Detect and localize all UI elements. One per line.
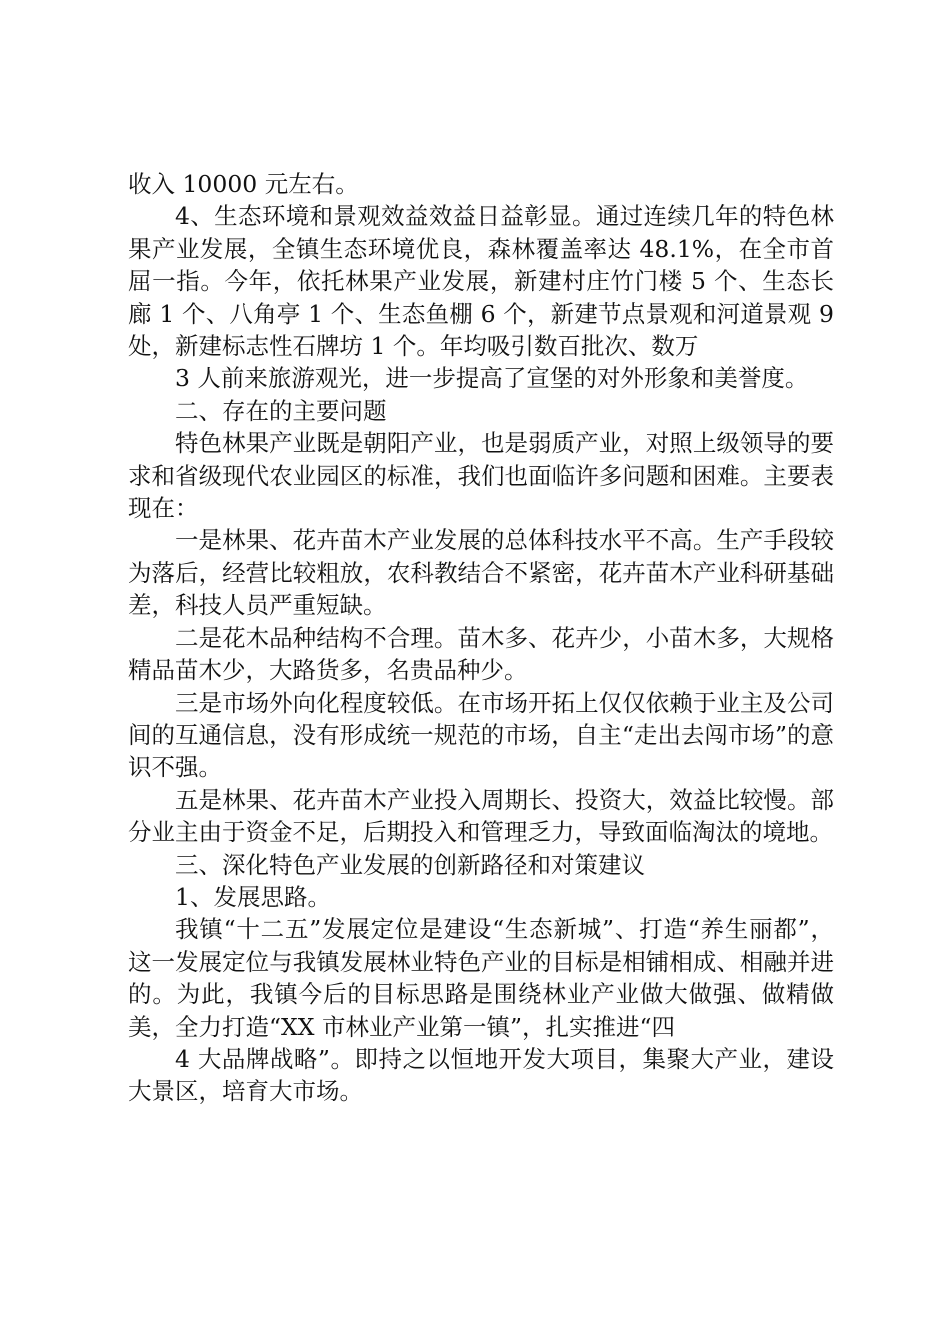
paragraph: 4、生态环境和景观效益效益日益彰显。通过连续几年的特色林果产业发展，全镇生态环境优良，森林覆盖率达 48.1%，在全市首屈一指。今年，依托林果产业发展，新建村庄竹门楼 5 个、生态长廊 1 个、八角亭 1 个、生态鱼棚 6 个，新建节点景观和河道景观 9 处，新建标志性石牌坊 1 个。年均吸引数百批次、数万 [128, 202, 834, 361]
document-body [128, 168, 834, 1108]
paragraph: 3 人前来旅游观光，进一步提高了宣堡的对外形象和美誉度。 [175, 364, 809, 393]
subsection-heading: 1、发展思路。 [175, 882, 331, 911]
paragraph: 三是市场外向化程度较低。在市场开拓上仅仅依赖于业主及公司间的互通信息，没有形成统一规范的市场，自主“走出去闯市场”的意识不强。 [128, 688, 834, 782]
paragraph: 五是林果、花卉苗木产业投入周期长、投资大，效益比较慢。部分业主由于资金不足，后期投入和管理乏力，导致面临淘汰的境地。 [128, 785, 834, 847]
paragraph: 收入 10000 元左右。 [128, 170, 359, 198]
paragraph: 二是花木品种结构不合理。苗木多、花卉少，小苗木多，大规格精品苗木少，大路货多，名贵品种少。 [128, 623, 834, 685]
section-heading: 二、存在的主要问题 [175, 396, 387, 425]
paragraph: 我镇“十二五”发展定位是建设“生态新城”、打造“养生丽都”，这一发展定位与我镇发展林业特色产业的目标是相铺相成、相融并进的。为此，我镇今后的目标思路是围绕林业产业做大做强、做精做美，全力打造“XX 市林业产业第一镇”，扎实推进“四 [128, 915, 834, 1041]
paragraph: 4 大品牌战略”。即持之以恒地开发大项目，集聚大产业，建设大景区，培育大市场。 [128, 1044, 834, 1106]
section-heading: 三、深化特色产业发展的创新路径和对策建议 [175, 850, 645, 879]
paragraph: 特色林果产业既是朝阳产业，也是弱质产业，对照上级领导的要求和省级现代农业园区的标准，我们也面临许多问题和困难。主要表现在： [128, 429, 834, 523]
paragraph: 一是林果、花卉苗木产业发展的总体科技水平不高。生产手段较为落后，经营比较粗放，农科教结合不紧密，花卉苗木产业科研基础差，科技人员严重短缺。 [128, 526, 834, 620]
